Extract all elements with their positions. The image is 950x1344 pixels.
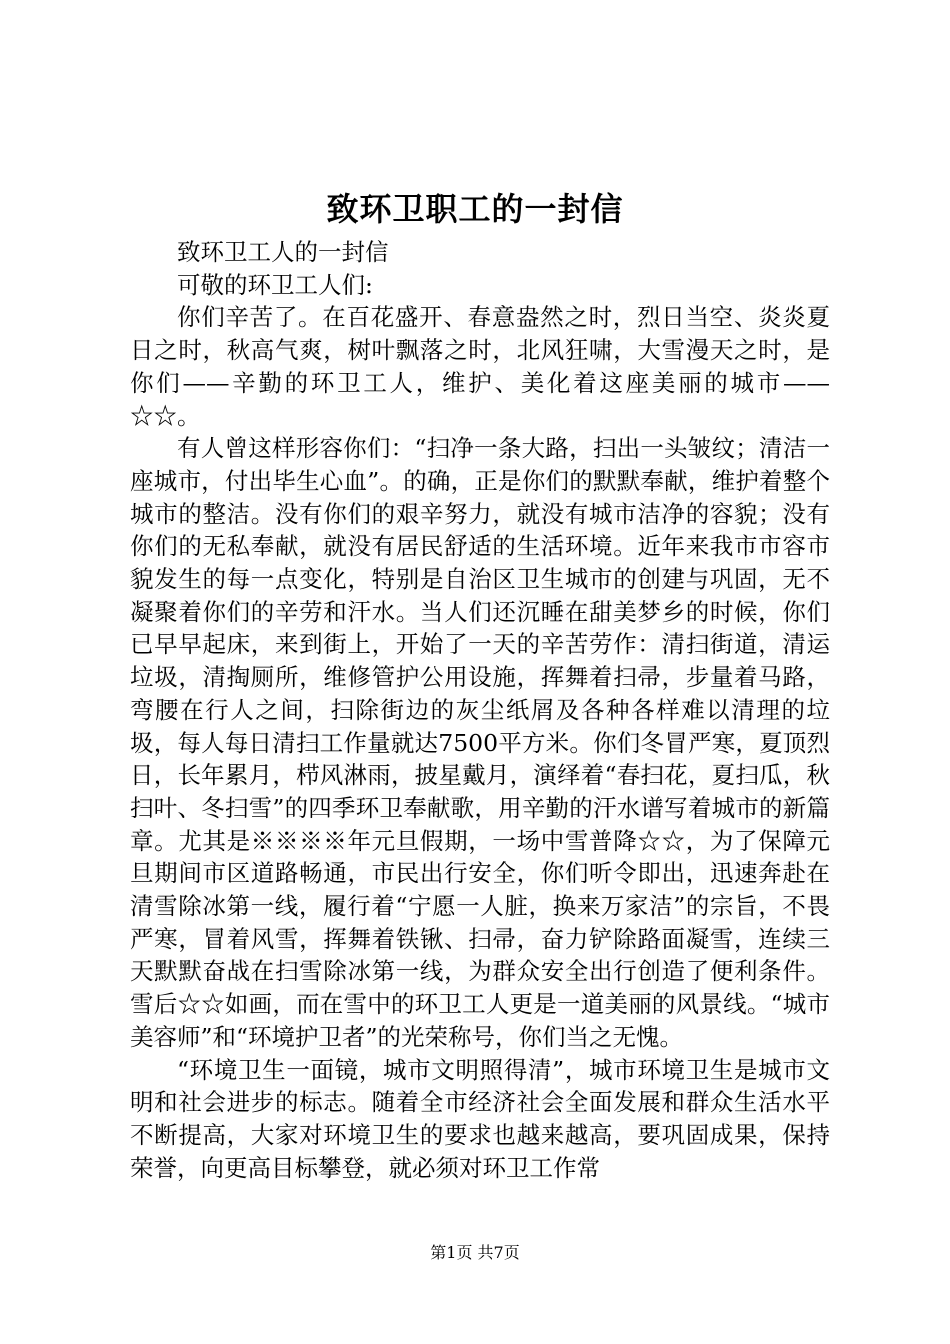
paragraph-body: 你们辛苦了。在百花盛开、春意盎然之时，烈日当空、炎炎夏日之时，秋高气爽，树叶飘落之时，北风狂啸，大雪漫天之时，是你们——辛勤的环卫工人，维护、美化着这座美丽的城市——☆☆。 [130,303,830,430]
paragraph-body: 有人曾这样形容你们：“扫净一条大路，扫出一头皱纹；清洁一座城市，付出毕生心血”。的确，正是你们的默默奉献，维护着整个城市的整洁。没有你们的艰辛努力，就没有城市洁净的容貌；没有你们的无私奉献，就没有居民舒适的生活环境。近年来我市市容市貌发生的每一点变化，特别是自治区卫生城市的创建与巩固，无不凝聚着你们的辛劳和汗水。当人们还沉睡在甜美梦乡的时候，你们已早早起床，来到街上，开始了一天的辛苦劳作：清扫街道，清运垃圾，清掏厕所，维修管护公用设施，挥舞着扫帚，步量着马路，弯腰在行人之间，扫除街边的灰尘纸屑及各种各样难以清理的垃圾，每人每日清扫工作量就达7500平方米。你们冬冒严寒，夏顶烈日，长年累月，栉风淋雨，披星戴月，演绎着“春扫花，夏扫瓜，秋扫叶、冬扫雪”的四季环卫奉献歌，用辛勤的汗水谱写着城市的新篇章。尤其是※※※※年元旦假期，一场中雪普降☆☆，为了保障元旦期间市区道路畅通，市民出行安全，你们听令即出，迅速奔赴在清雪除冰第一线，履行着“宁愿一人脏，换来万家洁”的宗旨，不畏严寒，冒着风雪，挥舞着铁锹、扫帚，奋力铲除路面凝雪，连续三天默默奋战在扫雪除冰第一线，为群众安全出行创造了便利条件。雪后☆☆如画，而在雪中的环卫工人更是一道美丽的风景线。“城市美容师”和“环境护卫者”的光荣称号，你们当之无愧。 [130,434,830,1051]
document-body [130,236,830,1184]
paragraph-heading: 致环卫工人的一封信 [177,238,389,266]
document-title: 致环卫职工的一封信 [326,190,624,228]
paragraph-salutation: 可敬的环卫工人们: [177,270,373,299]
page-number-footer: 第1页 共7页 [430,1243,520,1262]
paragraph-body: “环境卫生一面镜，城市文明照得清”，城市环境卫生是城市文明和社会进步的标志。随着全市经济社会全面发展和群众生活水平不断提高，大家对环境卫生的要求也越来越高，要巩固成果，保持荣誉，向更高目标攀登，就必须对环卫工作常 [130,1055,830,1182]
